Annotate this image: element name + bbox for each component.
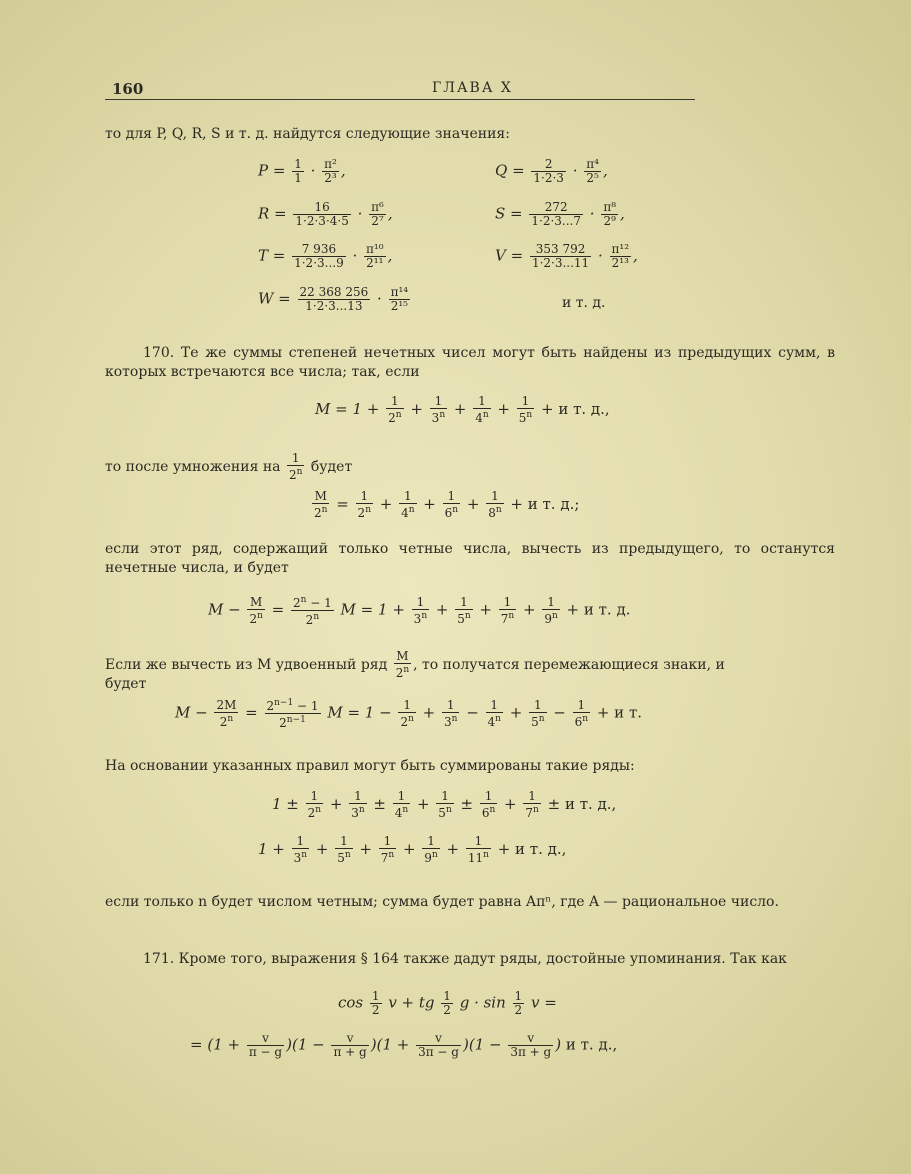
section-170-text: 170. Те же суммы степеней нечетных чисел могут быть найдены из предыдущих сумм, в которых встречаются все числа; так, если — [105, 345, 835, 380]
section-171-text: 171. Кроме того, выражения § 164 также дадут ряды, достойные упоминания. Так как — [143, 951, 787, 967]
formula-R: R = $\frac{16}{1\cdot 2\cdot 3\cdot 4\cdot 5}$ · $\frac{\text{π⁶}}{\text{2⁷}}$ , — [258, 200, 393, 228]
formula-W: W = $\frac{22 368 256}{1\cdot 2\cdot 3...13}$ · $\frac{\text{π¹⁴}}{\text{2¹⁵}}$ — [258, 285, 409, 313]
formula-P: P = $\frac{1}{1}$ · $\frac{\text{π²}}{\text{2³}}$ , — [258, 157, 346, 185]
formula-V: V = $\frac{353 792}{1\cdot 2\cdot 3...11}$ · $\frac{\text{π¹²}}{\text{2¹³}}$ , — [495, 242, 638, 270]
formula-S: S = $\frac{272}{1\cdot 2\cdot 3...7}$ · $\frac{\text{π⁸}}{\text{2⁹}}$ , — [495, 200, 625, 228]
alternating-text: Если же вычесть из M удвоенный ряд $\frac{M}{2^n}$ , то получатся перемежающиеся знаки, и — [105, 649, 725, 680]
formula-Q: Q = $\frac{2}{1\cdot 2\cdot 3}$ · $\frac{\text{π⁴}}{\text{2⁵}}$ , — [495, 157, 608, 185]
equation-M-over-2n: $\frac{M}{2^n}$ = $\frac{1}{2^n}$ + $\frac{1}{4^n}$ + $\frac{1}{6^n}$ + $\frac{1}{8^n}$ + и т. д.; — [314, 489, 580, 520]
header-rule — [105, 99, 695, 100]
alternating-text-tail: будет — [105, 676, 147, 692]
series-1: 1 ± $\frac{1}{2^n}$ + $\frac{1}{3^n}$ ± $\frac{1}{4^n}$ + $\frac{1}{5^n}$ ± $\frac{1}{6^n}$ + $\frac{1}{7^n}$ ± и т. д., — [272, 789, 617, 820]
equation-cos-lhs: cos $\frac{1}{2}$ v + tg $\frac{1}{2}$ g · sin $\frac{1}{2}$ v = — [338, 989, 557, 1017]
equation-cos-product: = (1 + $\frac{v}{\pi - g}$ )(1 − $\frac{v}{\pi + g}$ )(1 + $\frac{v}{3\pi - g}$ )(1 − $\frac{v}{3\pi + g}$ ) и т. д., — [190, 1031, 618, 1059]
summable-series-text: На основании указанных правил могут быть суммированы такие ряды: — [105, 758, 635, 774]
formula-T: T = $\frac{7 936}{1\cdot 2\cdot 3...9}$ · $\frac{\text{π¹⁰}}{\text{2¹¹}}$ , — [258, 242, 393, 270]
chapter-title: ГЛАВА X — [432, 80, 513, 96]
rational-number-text: если только n будет числом четным; сумма будет равна Aπⁿ, где A — рациональное число. — [105, 894, 779, 910]
multiply-text: то после умножения на $\frac{1}{2^n}$ будет — [105, 451, 353, 482]
odd-numbers-text: если этот ряд, содержащий только четные числа, вычесть из предыдущего, то останутся нечетные числа, и будет — [105, 541, 835, 576]
page-number: 160 — [112, 80, 144, 98]
equation-odd-sum: M − $\frac{M}{2^n}$ = $\frac{2^n - 1}{2^n}$ M = 1 + $\frac{1}{3^n}$ + $\frac{1}{5^n}$ + $\frac{1}{7^n}$ + $\frac{1}{9^n}$ + и т. д. — [208, 594, 631, 627]
equation-M: M = 1 + $\frac{1}{2^n}$ + $\frac{1}{3^n}$ + $\frac{1}{4^n}$ + $\frac{1}{5^n}$ + и т. д., — [315, 394, 610, 425]
intro-text: то для P, Q, R, S и т. д. найдутся следующие значения: — [105, 126, 510, 142]
etc-text: и т. д. — [562, 295, 606, 311]
series-2: 1 + $\frac{1}{3^n}$ + $\frac{1}{5^n}$ + $\frac{1}{7^n}$ + $\frac{1}{9^n}$ + $\frac{1}{11^n}$ + и т. д., — [258, 834, 567, 865]
equation-alternating: M − $\frac{2M}{2^n}$ = $\frac{2^{n-1} - 1}{2^{n-1}}$ M = 1 − $\frac{1}{2^n}$ + $\frac{1}{3^n}$ − $\frac{1}{4^n}$ + $\frac{1}{5^n}$ − $\frac{1}{6^n}$ + и т. — [175, 697, 643, 730]
